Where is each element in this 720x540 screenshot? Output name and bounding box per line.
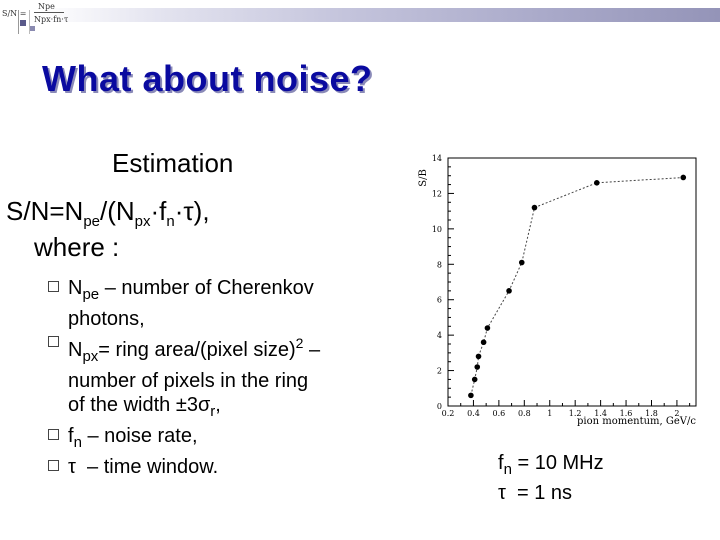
header-formula-numerator: Npe	[38, 2, 55, 11]
checkbox-bullet-icon	[48, 429, 59, 440]
data-point	[594, 180, 600, 186]
x-tick-label: 1.4	[594, 409, 607, 418]
list-item	[48, 455, 388, 479]
bullet-continuation-subscript: r	[210, 403, 216, 420]
time-window-value: τ = 1 ns	[498, 482, 573, 504]
x-tick-label: 0.4	[467, 409, 480, 418]
snr-formula	[6, 196, 210, 230]
x-tick-label: 1.2	[568, 409, 582, 418]
bullet-continuation: number of pixels in the ring	[68, 370, 309, 392]
y-tick-label: 2	[436, 366, 442, 376]
bullet-symbol: N	[68, 277, 83, 299]
x-tick-label: 0.2	[441, 409, 455, 418]
y-tick-label: 0	[436, 402, 442, 411]
bullet-text: – time window.	[75, 456, 219, 478]
estimation-heading: Estimation	[112, 148, 234, 178]
header-gradient	[40, 8, 720, 22]
y-tick-label: 12	[431, 189, 442, 199]
noise-rate-symbol: f	[498, 452, 504, 474]
checkbox-bullet-icon	[48, 281, 59, 292]
noise-rate-value	[498, 452, 604, 478]
header-band	[0, 0, 720, 34]
formula-sub-n: n	[166, 213, 175, 230]
data-point	[481, 339, 487, 345]
formula-sub-px: px	[134, 213, 151, 230]
formula-f: ·f	[150, 196, 167, 226]
data-point	[472, 377, 478, 383]
data-point	[532, 205, 538, 211]
noise-rate-subscript: n	[503, 461, 512, 478]
header-formula-left: S/N =	[2, 9, 27, 18]
bullet-subscript: px	[82, 348, 99, 365]
x-axis-label: pion momentum, GeV/c	[577, 416, 696, 427]
bullet-symbol: f	[68, 425, 74, 447]
y-tick-label: 4	[436, 331, 442, 341]
y-axis-label: S/B	[418, 169, 429, 187]
y-tick-label: 14	[431, 154, 442, 163]
x-tick-label: 1.6	[619, 409, 633, 418]
plot-frame	[448, 158, 696, 406]
bullet-subscript: pe	[82, 286, 100, 303]
formula-sub-pe: pe	[83, 213, 100, 230]
data-point	[485, 325, 491, 331]
bullet-text: = ring area/(pixel size)	[98, 339, 296, 361]
data-point	[680, 175, 686, 181]
formula-lhs: S/N=N	[6, 196, 84, 226]
bullet-continuation-tail: ,	[215, 394, 221, 416]
bullet-continuation-text: of the width ±3σ	[68, 394, 211, 416]
page-title: What about noise?	[42, 58, 373, 99]
list-item	[48, 276, 388, 331]
series-line	[471, 178, 683, 396]
x-tick-label: 1	[547, 409, 553, 418]
y-tick-label: 6	[436, 295, 442, 305]
where-label: where :	[34, 232, 120, 262]
data-point	[474, 364, 480, 370]
x-tick-label: 0.6	[492, 409, 506, 418]
formula-mid: /(N	[100, 196, 135, 226]
x-tick-label: 1.8	[645, 409, 658, 418]
formula-tail: ·τ),	[174, 196, 210, 226]
header-formula-bar	[34, 12, 64, 13]
x-tick-label: 2	[674, 409, 680, 418]
bullet-continuation: photons,	[68, 308, 145, 330]
bullet-text: – number of Cherenkov	[99, 277, 314, 299]
checkbox-bullet-icon	[48, 460, 59, 471]
checkbox-bullet-icon	[48, 336, 59, 347]
header-formula-denominator: Npx·fn·τ	[34, 15, 69, 24]
y-tick-label: 10	[431, 224, 442, 234]
bullet-subscript: n	[73, 434, 82, 451]
sb-vs-momentum-chart	[414, 152, 704, 428]
y-tick-label: 8	[436, 260, 442, 270]
data-point	[506, 288, 512, 294]
bullet-text: – noise rate,	[81, 425, 198, 447]
data-point	[519, 260, 525, 266]
bullet-continuation-2	[68, 393, 388, 424]
definitions-list	[48, 276, 388, 479]
header-formula	[2, 2, 72, 28]
bullet-text-tail: –	[303, 339, 321, 361]
bullet-symbol: N	[68, 339, 83, 361]
list-item	[48, 424, 388, 455]
data-point	[468, 393, 474, 399]
x-tick-label: 0.8	[517, 409, 531, 418]
noise-rate-number: = 10 MHz	[511, 452, 604, 474]
list-item	[48, 331, 388, 424]
bullet-superscript: 2	[295, 335, 304, 351]
data-point	[476, 354, 482, 360]
bullet-symbol: τ	[68, 456, 76, 478]
